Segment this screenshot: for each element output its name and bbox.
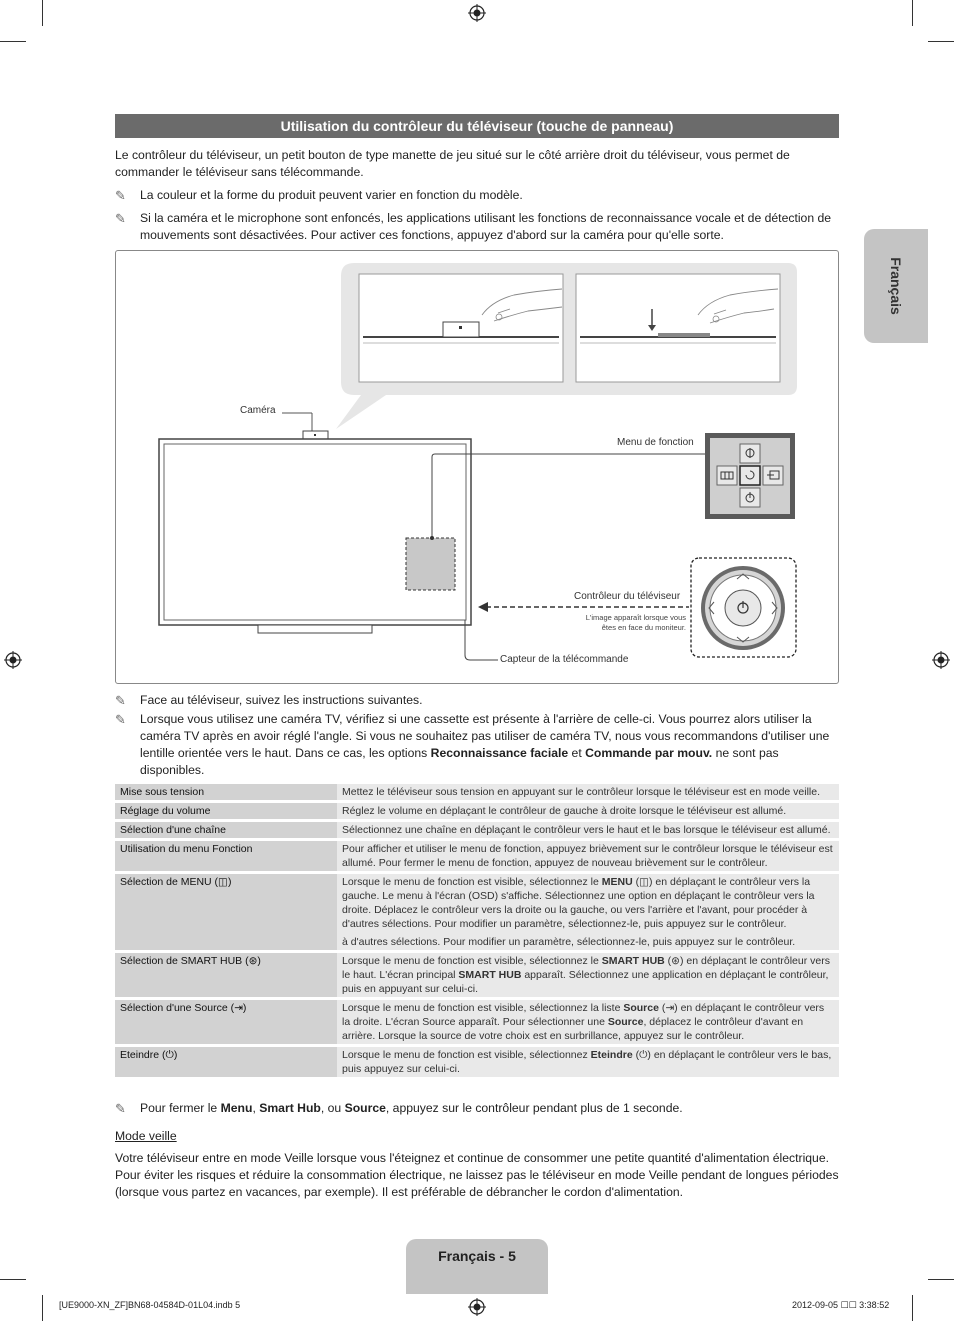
crop-mark bbox=[928, 41, 954, 42]
table-value: Mettez le téléviseur sous tension en appuyant sur le contrôleur lorsque le téléviseur est en mode veille. bbox=[337, 784, 839, 800]
value-paragraph: à d'autres sélections. Pour modifier un paramètre, sélectionnez-le, puis appuyez sur le contrôleur. bbox=[342, 936, 796, 948]
standby-paragraph: Votre téléviseur entre en mode Veille lorsque vous l'éteignez et continue de consommer une petite quantité d'alimentation électrique. Pour éviter les risques et réduire la consommation électrique, ne laissez pas le téléviseur en mode Veille pendant de longues périodes (lorsque vous partez en vacances, par exemple). Il est préférable de débrancher le cordon d'alimentation. bbox=[115, 1151, 839, 1199]
value-paragraph bbox=[342, 875, 834, 931]
remote-sensor-leader bbox=[465, 620, 498, 660]
value-text: Lorsque le menu de fonction est visible, sélectionnez le bbox=[342, 876, 602, 888]
intro-paragraph: Le contrôleur du téléviseur, un petit bouton de type manette de jeu situé sur le côté arrière droit du téléviseur, vous permet de commander le téléviseur sans télécommande. bbox=[115, 148, 790, 179]
table-row bbox=[115, 822, 839, 838]
note-text-part: Lorsque vous utilisez une caméra TV, vérifiez si une cassette est présente à l'arrière de celle-ci. Vous pourrez alors utiliser la caméra TV après en avoir réglé l'angle. Si vous ne souhaitez pas utiliser de caméra TV, nous vous recommandons d'utiliser une lentille orientée vers le haut. Dans ce cas, les options bbox=[140, 712, 830, 760]
controller-note-line: êtes en face du moniteur. bbox=[601, 623, 686, 632]
table-value bbox=[337, 1047, 839, 1077]
value-bold: SMART HUB bbox=[458, 969, 522, 981]
power-icon: ⏻ bbox=[165, 1049, 174, 1061]
note-text-part: ne sont pas disponibles. bbox=[140, 746, 779, 777]
key-text: Eteindre ( bbox=[120, 1049, 166, 1061]
tv-controller-figure bbox=[115, 250, 839, 684]
table-key: Réglage du volume bbox=[115, 803, 337, 819]
note-text-part: et bbox=[568, 746, 586, 760]
value-text: ) en déplaçant le contrôleur vers le bas, puis appuyez sur celui-ci. bbox=[342, 1049, 832, 1075]
table-key bbox=[115, 874, 337, 950]
pencil-note-icon: ✎ bbox=[115, 712, 126, 727]
table-row bbox=[115, 784, 839, 800]
power-icon: ⏻ bbox=[639, 1049, 648, 1061]
key-text: Sélection d'une Source ( bbox=[120, 1002, 235, 1014]
camera-module-retracted bbox=[658, 333, 710, 337]
pencil-note-icon: ✎ bbox=[115, 693, 126, 708]
standby-heading: Mode veille bbox=[115, 1129, 177, 1143]
table-value: Sélectionnez une chaîne en déplaçant le contrôleur vers le haut et le bas lorsque le téléviseur est allumé. bbox=[337, 822, 839, 838]
value-text: ( bbox=[632, 876, 640, 888]
table-row bbox=[115, 803, 839, 819]
value-bold: MENU bbox=[601, 876, 633, 888]
note-text-part: , bbox=[252, 1101, 260, 1115]
table-value bbox=[337, 1000, 839, 1044]
menu-icon: ◫ bbox=[218, 876, 228, 888]
value-text: ) en déplaçant le contrôleur vers la droite. L'écran Source apparaît. Pour sélectionner une bbox=[342, 1002, 825, 1028]
note-text-part: , appuyez sur le contrôleur pendant plus de 1 seconde. bbox=[385, 1101, 683, 1115]
source-icon: ⇥ bbox=[234, 1002, 243, 1014]
crop-mark bbox=[0, 41, 26, 42]
smart-hub-icon: ⊛ bbox=[671, 955, 680, 967]
note-item bbox=[115, 187, 839, 204]
value-text: ( bbox=[664, 955, 672, 967]
key-text: Sélection de SMART HUB ( bbox=[120, 955, 249, 967]
value-paragraph bbox=[342, 1001, 834, 1043]
smart-hub-icon: ⊛ bbox=[248, 955, 258, 967]
table-value: Pour afficher et utiliser le menu de fonction, appuyez brièvement sur le contrôleur lorsque le téléviseur est allumé. Pour fermer le menu de fonction, appuyez de nouveau brièvement sur le contrôleur. bbox=[337, 841, 839, 871]
key-text: ) bbox=[173, 1049, 178, 1061]
value-bold: SMART HUB bbox=[601, 955, 665, 967]
registration-mark-icon bbox=[468, 1298, 486, 1316]
page-number-tab: Français - 5 bbox=[406, 1239, 548, 1294]
camera-label: Caméra bbox=[240, 405, 276, 416]
note-bold: Source bbox=[344, 1101, 386, 1115]
table-row bbox=[115, 1000, 839, 1044]
table-key bbox=[115, 953, 337, 997]
menu-label: Menu de fonction bbox=[617, 437, 694, 448]
pencil-note-icon: ✎ bbox=[115, 211, 126, 226]
value-text: Lorsque le menu de fonction est visible, sélectionnez le bbox=[342, 955, 602, 967]
note-text: Face au téléviseur, suivez les instructions suivantes. bbox=[140, 693, 423, 707]
key-text: ) bbox=[242, 1002, 247, 1014]
camera-module bbox=[443, 322, 479, 337]
note-bold: Smart Hub bbox=[259, 1101, 321, 1115]
option-face-recognition: Reconnaissance faciale bbox=[430, 746, 569, 760]
controller-label: Contrôleur du téléviseur bbox=[574, 591, 681, 602]
note-text-part: Pour fermer le bbox=[140, 1101, 221, 1115]
key-text: ) bbox=[257, 955, 261, 967]
crop-mark bbox=[928, 1279, 954, 1280]
note-text: La couleur et la forme du produit peuvent varier en fonction du modèle. bbox=[140, 188, 523, 202]
value-bold: Source bbox=[623, 1002, 659, 1014]
tv-diagram-illustration bbox=[116, 251, 838, 683]
crop-mark bbox=[42, 0, 43, 26]
note-text bbox=[140, 1100, 839, 1117]
remote-sensor-label: Capteur de la télécommande bbox=[500, 654, 629, 665]
tv-stand bbox=[258, 625, 372, 633]
value-text: ( bbox=[632, 1049, 640, 1061]
table-key: Mise sous tension bbox=[115, 784, 337, 800]
note-item bbox=[115, 711, 839, 779]
note-text-part: , ou bbox=[320, 1101, 345, 1115]
table-row bbox=[115, 841, 839, 871]
table-key bbox=[115, 1047, 337, 1077]
table-value bbox=[337, 874, 839, 950]
value-bold: Eteindre bbox=[590, 1049, 633, 1061]
crop-mark bbox=[912, 1295, 913, 1321]
table-value bbox=[337, 953, 839, 997]
value-text: Lorsque le menu de fonction est visible, sélectionnez la liste bbox=[342, 1002, 624, 1014]
pencil-note-icon: ✎ bbox=[115, 1101, 126, 1116]
camera-down-inset bbox=[576, 274, 780, 382]
table-key bbox=[115, 1000, 337, 1044]
key-text: ) bbox=[227, 876, 232, 888]
note-text: Si la caméra et le microphone sont enfoncés, les applications utilisant les fonctions de reconnaissance vocale et de détection de mouvements sont désactivées. Pour activer ces fonctions, appuyez d'abord sur la caméra pour qu'elle sorte. bbox=[140, 211, 832, 242]
table-value: Réglez le volume en déplaçant le contrôleur de gauche à droite lorsque le téléviseur est allumé. bbox=[337, 803, 839, 819]
menu-icon bbox=[717, 466, 737, 485]
table-row bbox=[115, 1047, 839, 1077]
value-bold: Source bbox=[607, 1016, 644, 1028]
crop-mark bbox=[42, 1295, 43, 1321]
note-item bbox=[115, 210, 839, 244]
crop-mark bbox=[0, 1279, 26, 1280]
section-title: Utilisation du contrôleur du téléviseur (touche de panneau) bbox=[115, 114, 839, 138]
value-text: ) en déplaçant le contrôleur vers la gauche. Le menu à l'écran (OSD) s'affiche. Sélectionnez une option en déplaçant le contrôleur vers la droite. Déplacez le contrôleur vers la droite ou la gauche, ou vers l'arrière et l'avant, pour procéder à d'autres sélections. Pour modifier un paramètre, sélectionnez-le, puis appuyez sur le contrôleur. bbox=[342, 876, 815, 930]
note-text bbox=[140, 711, 839, 779]
note-item bbox=[115, 1100, 839, 1117]
note-bold: Menu bbox=[220, 1101, 253, 1115]
registration-mark-icon bbox=[4, 651, 22, 669]
value-text: apparaît. Sélectionnez une application en déplaçant le contrôleur, puis en appuyant sur celui-ci. bbox=[342, 969, 829, 995]
option-motion-control: Commande par mouv. bbox=[585, 746, 713, 760]
language-side-tab-label: Français bbox=[888, 257, 904, 315]
value-text: Lorsque le menu de fonction est visible, sélectionnez bbox=[342, 1049, 591, 1061]
controller-note bbox=[566, 613, 686, 633]
language-side-tab bbox=[864, 229, 928, 343]
table-key: Sélection d'une chaîne bbox=[115, 822, 337, 838]
table-row bbox=[115, 874, 839, 950]
leader-line bbox=[432, 454, 705, 538]
value-paragraph bbox=[342, 954, 834, 996]
source-icon: ⇥ bbox=[665, 1002, 675, 1014]
function-table bbox=[115, 781, 839, 1080]
menu-icon: ◫ bbox=[639, 876, 650, 888]
value-text: ( bbox=[658, 1002, 666, 1014]
controller-note-line: L'image apparaît lorsque vous bbox=[585, 613, 686, 622]
table-key: Utilisation du menu Fonction bbox=[115, 841, 337, 871]
return-icon bbox=[740, 466, 760, 485]
pencil-note-icon: ✎ bbox=[115, 188, 126, 203]
registration-mark-icon bbox=[932, 651, 950, 669]
table-row bbox=[115, 953, 839, 997]
value-paragraph bbox=[342, 1048, 834, 1076]
value-text: ) en déplaçant le contrôleur vers le haut. L'écran principal bbox=[342, 955, 830, 981]
value-text: , déplacez le contrôleur d'avant en arrière. Lorsque la source de votre choix est en surbrillance, appuyez sur le contrôleur. bbox=[342, 1016, 804, 1042]
controller-location bbox=[406, 538, 455, 590]
print-date-info: 2012-09-05 ☐☐ 3:38:52 bbox=[792, 1300, 890, 1310]
crop-mark bbox=[912, 0, 913, 26]
registration-mark-icon bbox=[468, 4, 486, 22]
note-item bbox=[115, 692, 839, 709]
print-file-info: [UE9000-XN_ZF]BN68-04584D-01L04.indb 5 bbox=[59, 1300, 241, 1310]
key-text: Sélection de MENU ( bbox=[120, 876, 219, 888]
